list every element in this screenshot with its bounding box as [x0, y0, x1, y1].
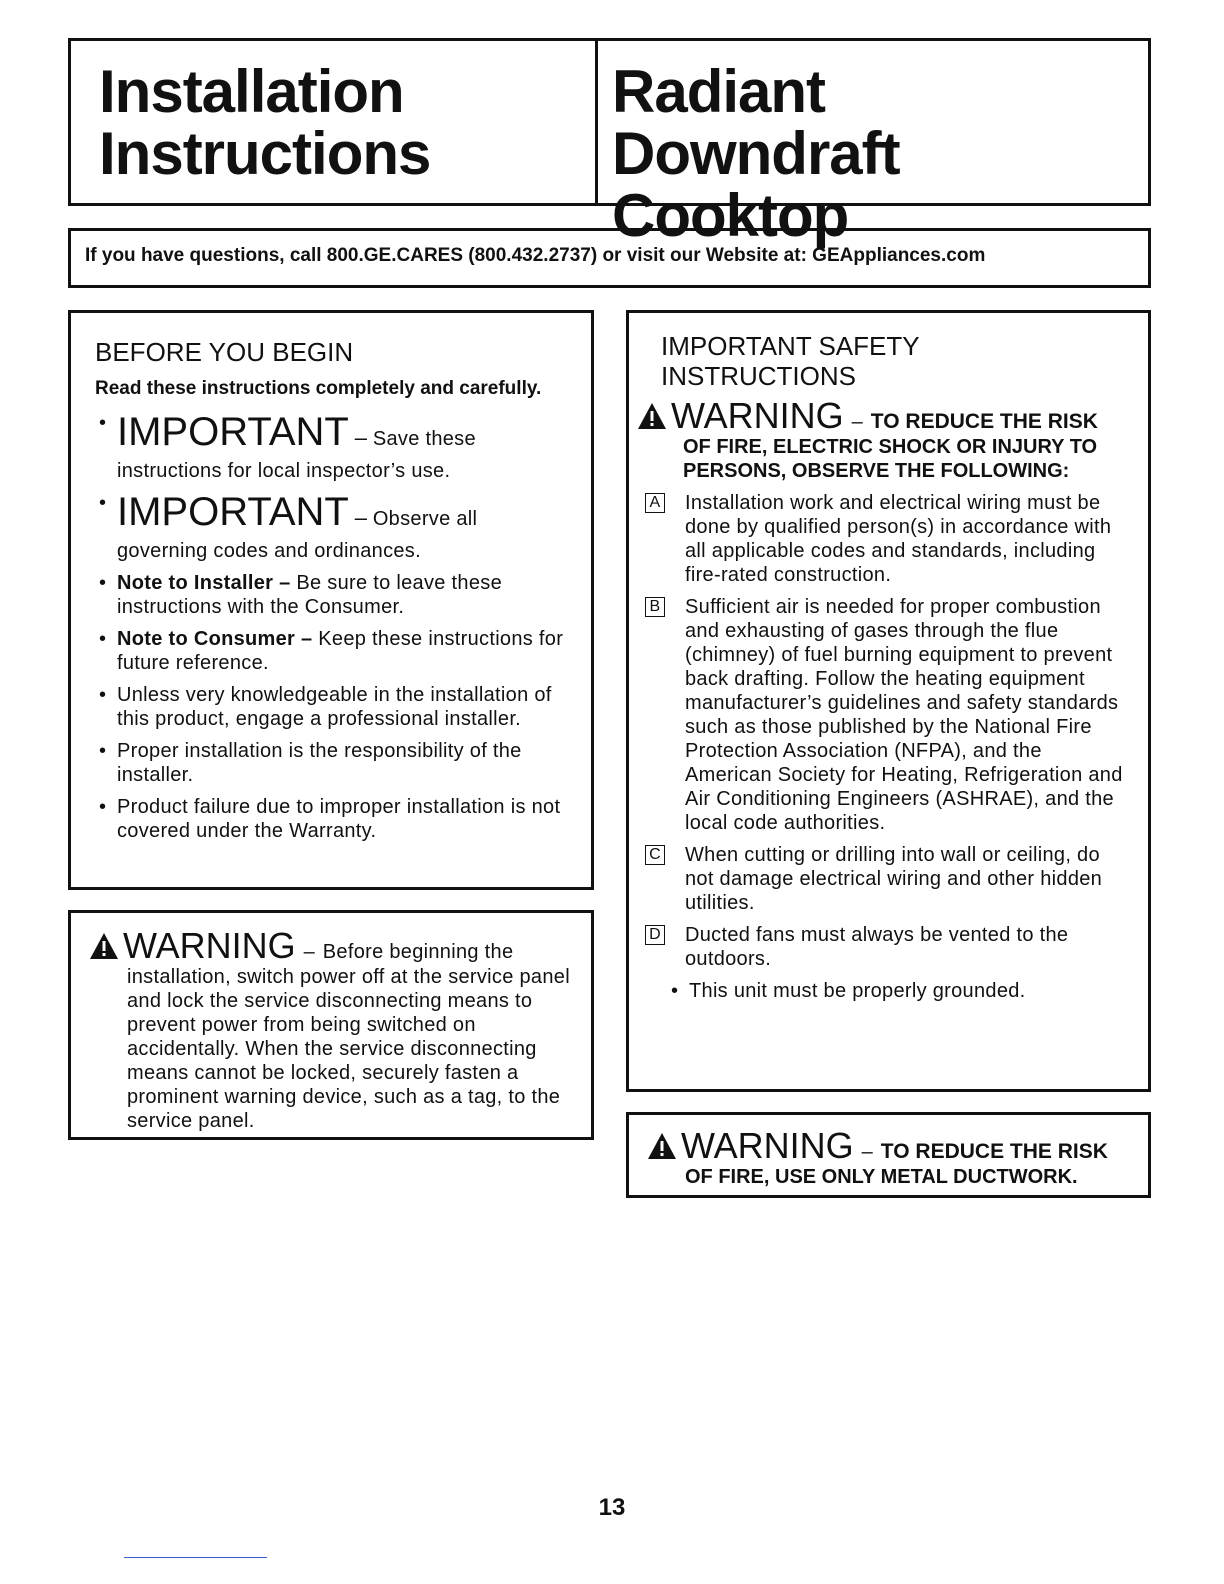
before-you-begin-box [68, 310, 594, 890]
safety-heading: IMPORTANT SAFETY INSTRUCTIONS [661, 331, 920, 391]
list-item: • Product failure due to improper installation is not covered under the Warranty. [99, 796, 561, 842]
list-item: C When cutting or drilling into wall or ceiling, do not damage electrical wiring and other hidden utilities. [635, 843, 1132, 915]
warning-body: installation, switch power off at the service panel and lock the service disconnecting means to prevent power from being switched on accidentally. When the service disconnecting means cannot be locked, securely fasten a prominent warning device, such as a tag, to the service panel. [127, 966, 570, 1132]
list-item: • Note to Installer – Be sure to leave these instructions with the Consumer. [99, 572, 502, 618]
title-box-installation [68, 38, 598, 206]
ground-note [667, 979, 1132, 1003]
power-warning-box: WARNING – Before beginning the installation, switch power off at the service panel and lock the service disconnecting means to prevent power from being switched on accidentally. When the service disconnecting means cannot be locked, securely fasten a prominent warning device, such as a tag, to the service panel. [68, 910, 594, 1140]
title-box-product [595, 38, 1151, 249]
warning-body: OF FIRE, USE ONLY METAL DUCTWORK. [685, 1166, 1078, 1188]
document-title [99, 58, 431, 187]
product-line-2: Downdraft Cooktop [612, 120, 900, 249]
list-item: D Ducted fans must always be vented to the outdoors. [635, 923, 1132, 971]
page-number: 13 [598, 1494, 626, 1521]
list-item: A Installation work and electrical wiring must be done by qualified person(s) in accordance with all applicable codes and standards, including fire-rated construction. [635, 491, 1132, 587]
title-line-1: Installation [99, 58, 404, 125]
list-item: B Sufficient air is needed for proper combustion and exhausting of gases through the flue (chimney) of fuel burning equipment to prevent back drafting. Follow the heating equipment manufacturer’s guidelines and safety standards such as those published by the National Fire Protection Association (NFPA), and the American Society for Heating, Refrigeration and Air Conditioning Engineers (ASHRAE), and the local code authorities. [635, 595, 1132, 835]
before-subheading: Read these instructions completely and carefully. [95, 378, 542, 399]
list-item: • Unless very knowledgeable in the installation of this product, engage a professional installer. [99, 684, 552, 730]
list-item: • This unit must be properly grounded. [671, 980, 1026, 1002]
warning-triangle-icon [89, 932, 119, 960]
safety-list [635, 491, 1132, 971]
title-line-2: Instructions [99, 120, 431, 187]
list-item: • Proper installation is the responsibility of the installer. [99, 740, 522, 786]
warning-body: OF FIRE, ELECTRIC SHOCK OR INJURY TO PERSONS, OBSERVE THE FOLLOWING: [683, 436, 1098, 482]
warning-triangle-icon [647, 1132, 677, 1160]
contact-bar [68, 228, 1151, 288]
warning-label: WARNING [681, 1125, 854, 1166]
important-safety-box: IMPORTANT SAFETY INSTRUCTIONS WARNING – TO REDUCE THE RISK OF FIRE, ELECTRIC SHOCK OR INJURY TO PERSONS, OBSERVE THE FOLLOWING: A Installation work and electrical wiring must be done by qualified person(s) in accordance with all applicable codes and standards, including fire-rated construction. B Sufficient air is needed for proper combustion and exhausting of gases through the flue (chimney) of fuel burning equipment to prevent back drafting. Follow the heating equipment manufacturer’s guidelines and safety standards such as those published by the National Fire Protection Association (NFPA), and the American Society for Heating, Refrigeration and Air Conditioning Engineers (ASHRAE), and the local code authorities. C When cutting or drilling into wall or ceiling, do not damage electrical wiring and other hidden utilities. D Ducted fans must always be vented to the outdoors. • This unit must be properly grounded. [626, 310, 1151, 1092]
list-item: • IMPORTANT – Observe all governing codes and ordinances. [99, 490, 478, 562]
ductwork-warning-box: WARNING – TO REDUCE THE RISK OF FIRE, USE ONLY METAL DUCTWORK. [626, 1112, 1151, 1198]
warning-label: WARNING [123, 925, 296, 966]
list-item: • IMPORTANT – Save these instructions for local inspector’s use. [99, 410, 476, 482]
list-item: • Note to Consumer – Keep these instructions for future reference. [99, 628, 564, 674]
before-list [95, 411, 575, 843]
product-title [612, 58, 1148, 249]
warning-label: WARNING [671, 395, 844, 436]
contact-text: If you have questions, call 800.GE.CARES (800.432.2737) or visit our Website at: GEAppliances.com [85, 245, 986, 266]
before-heading: BEFORE YOU BEGIN [95, 337, 354, 367]
footer-rule [124, 1557, 267, 1558]
warning-triangle-icon [637, 402, 667, 430]
product-line-1: Radiant [612, 58, 826, 125]
